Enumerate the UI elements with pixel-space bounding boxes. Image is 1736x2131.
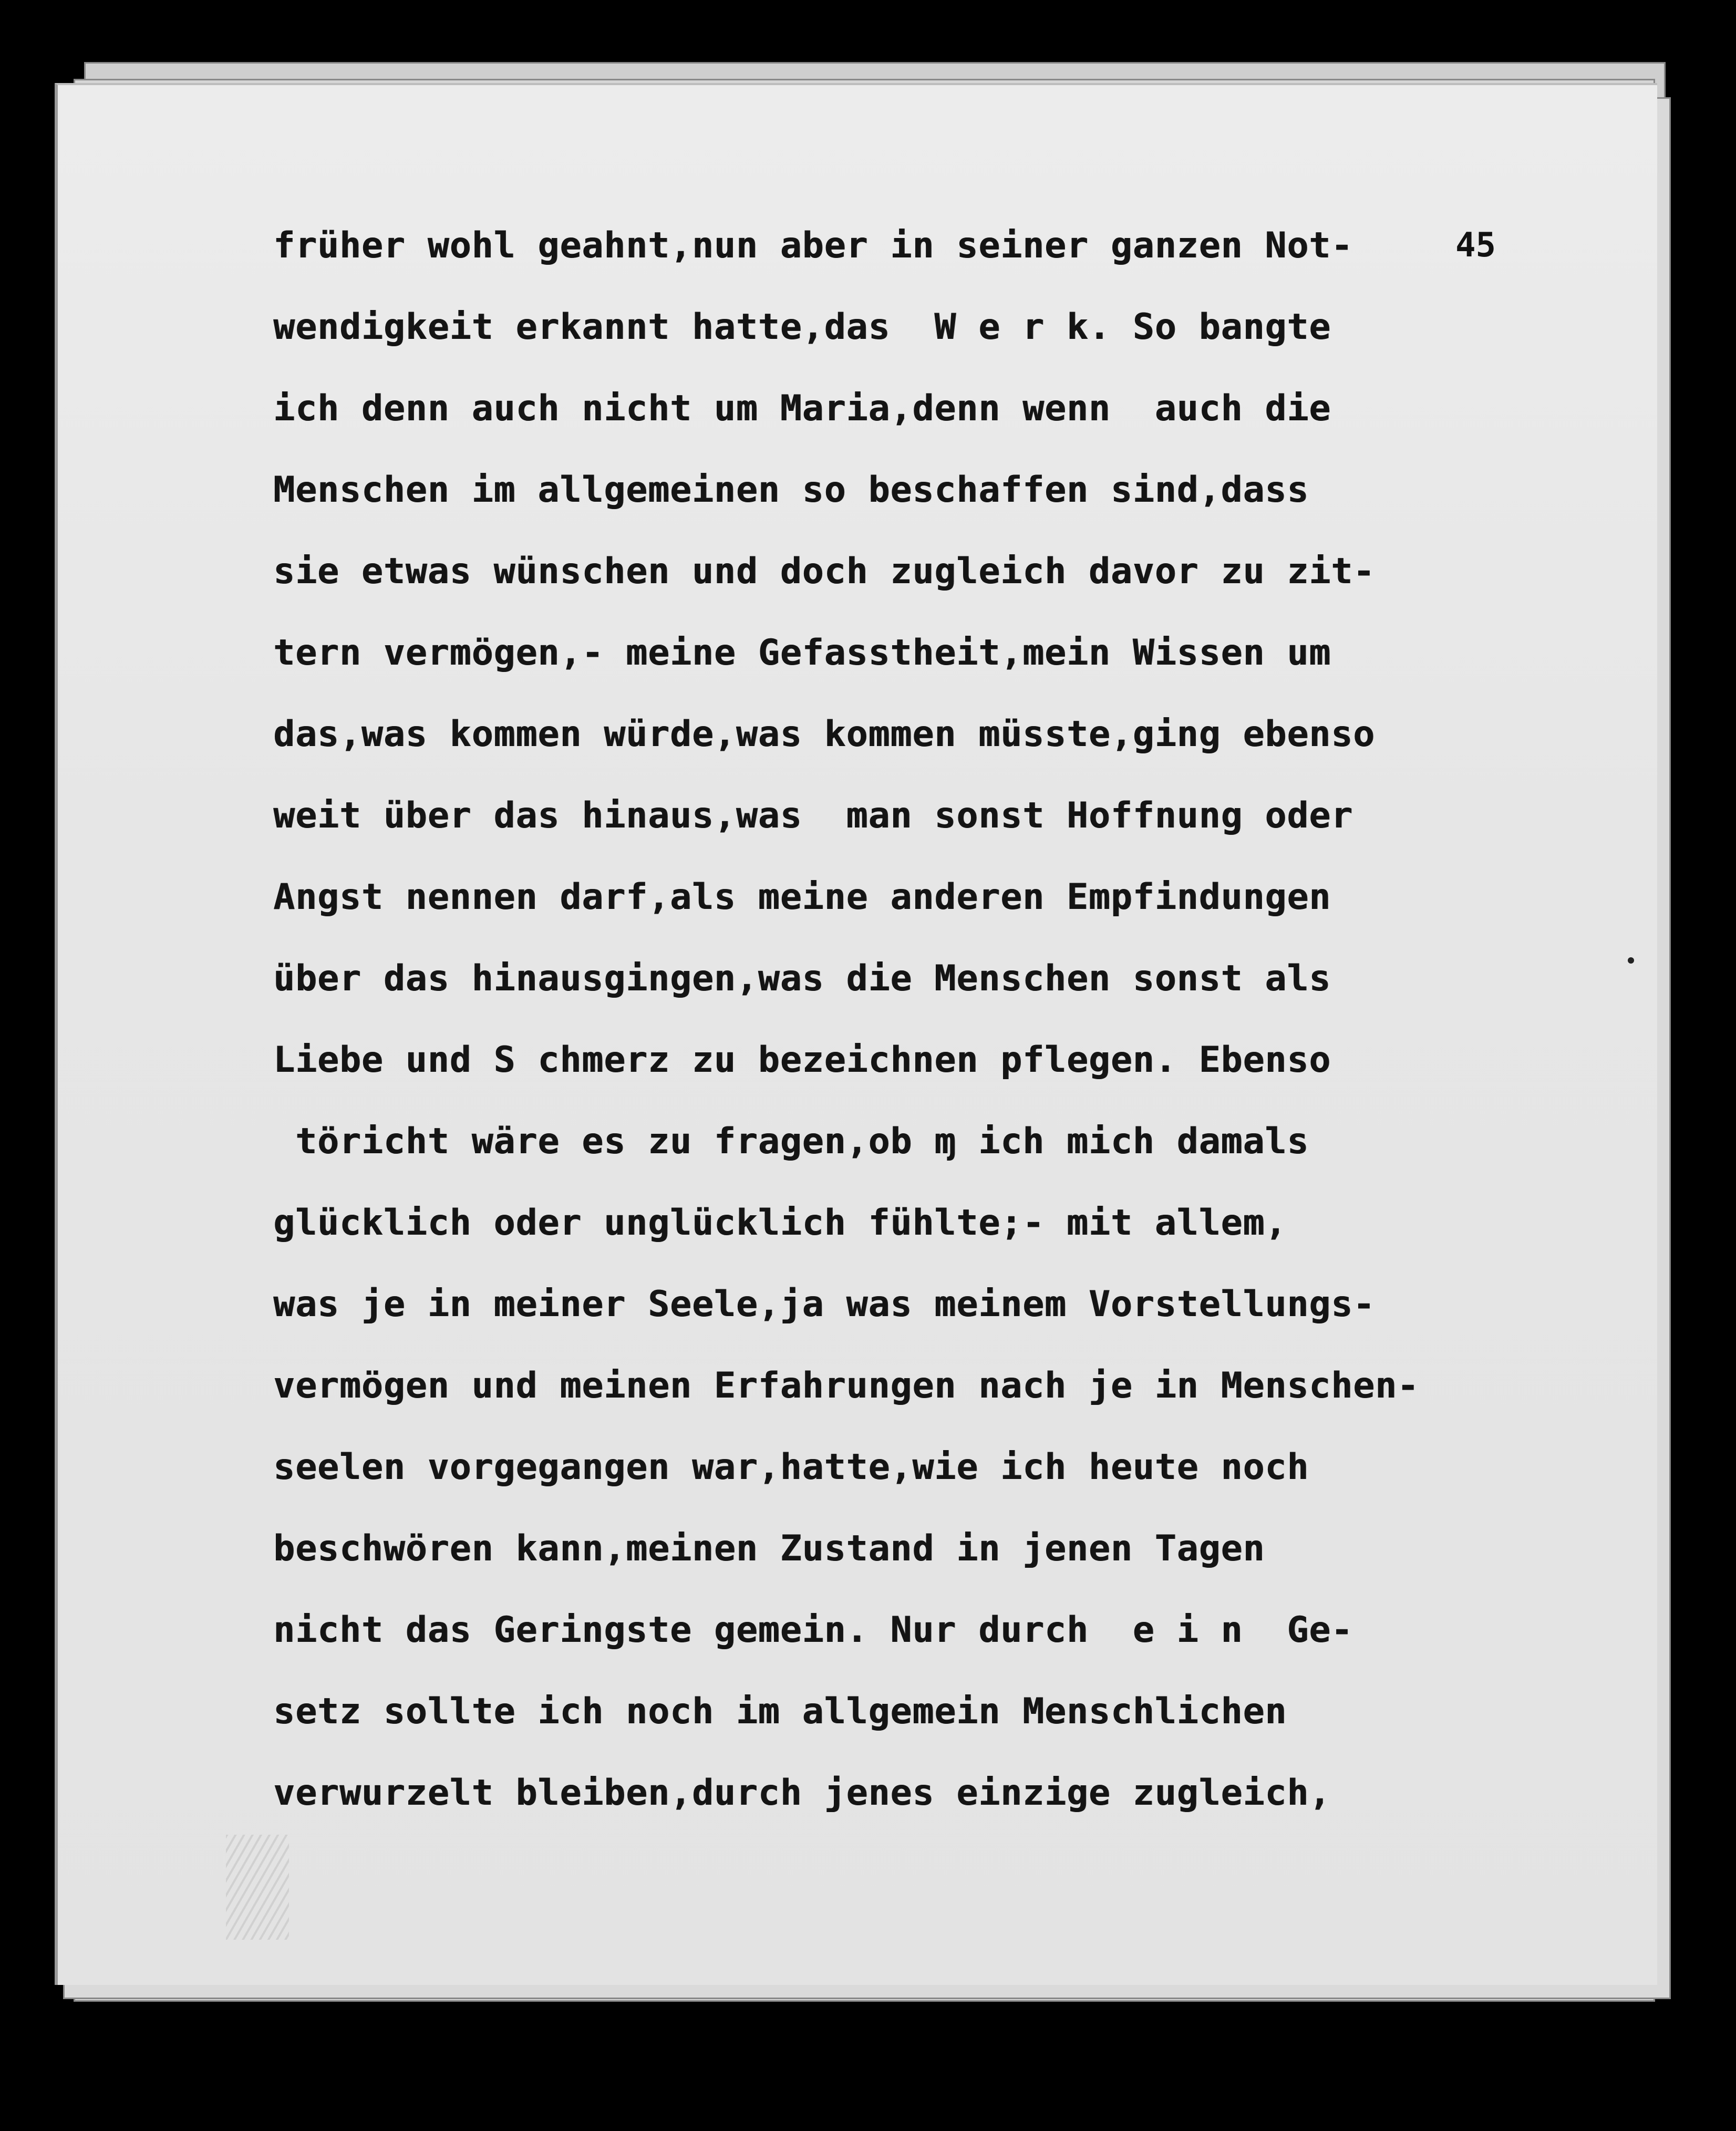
text-line: wendigkeit erkannt hatte,das W e r k. So bangte: [273, 306, 1331, 348]
text-line: das,was kommen würde,was kommen müsste,ging ebenso: [273, 713, 1375, 755]
body-text: [273, 205, 1618, 1834]
margin-dot: [1628, 957, 1634, 964]
text-line: vermögen und meinen Erfahrungen nach je in Menschen-: [273, 1365, 1419, 1406]
margin-smudge: [226, 1835, 289, 1940]
text-line: glücklich oder unglücklich fühlte;- mit allem,: [273, 1202, 1287, 1244]
text-line: Menschen im allgemeinen so beschaffen sind,dass: [273, 469, 1309, 511]
text-line: seelen vorgegangen war,hatte,wie ich heute noch: [273, 1446, 1309, 1488]
text-line: über das hinausgingen,was die Menschen sonst als: [273, 958, 1331, 999]
text-line: früher wohl geahnt,nun aber in seiner ganzen Not-: [273, 225, 1353, 266]
text-line: beschwören kann,meinen Zustand in jenen Tagen: [273, 1528, 1265, 1569]
text-line: verwurzelt bleiben,durch jenes einzige zugleich,: [273, 1772, 1331, 1814]
text-line: sie etwas wünschen und doch zugleich davor zu zit-: [273, 551, 1375, 592]
text-line: tern vermögen,- meine Gefasstheit,mein Wissen um: [273, 632, 1331, 674]
text-line: was je in meiner Seele,ja was meinem Vorstellungs-: [273, 1284, 1375, 1325]
text-line: ich denn auch nicht um Maria,denn wenn auch die: [273, 388, 1331, 429]
page-number: 45: [1455, 226, 1496, 265]
text-line: töricht wäre es zu fragen,ob ɱ ich mich damals: [273, 1121, 1309, 1162]
text-line: weit über das hinaus,was man sonst Hoffnung oder: [273, 795, 1353, 836]
text-line: Angst nennen darf,als meine anderen Empfindungen: [273, 876, 1331, 918]
text-line: nicht das Geringste gemein. Nur durch e i n Ge-: [273, 1609, 1353, 1651]
text-line: Liebe und S chmerz zu bezeichnen pflegen. Ebenso: [273, 1039, 1331, 1081]
text-line: setz sollte ich noch im allgemein Menschlichen: [273, 1691, 1287, 1732]
